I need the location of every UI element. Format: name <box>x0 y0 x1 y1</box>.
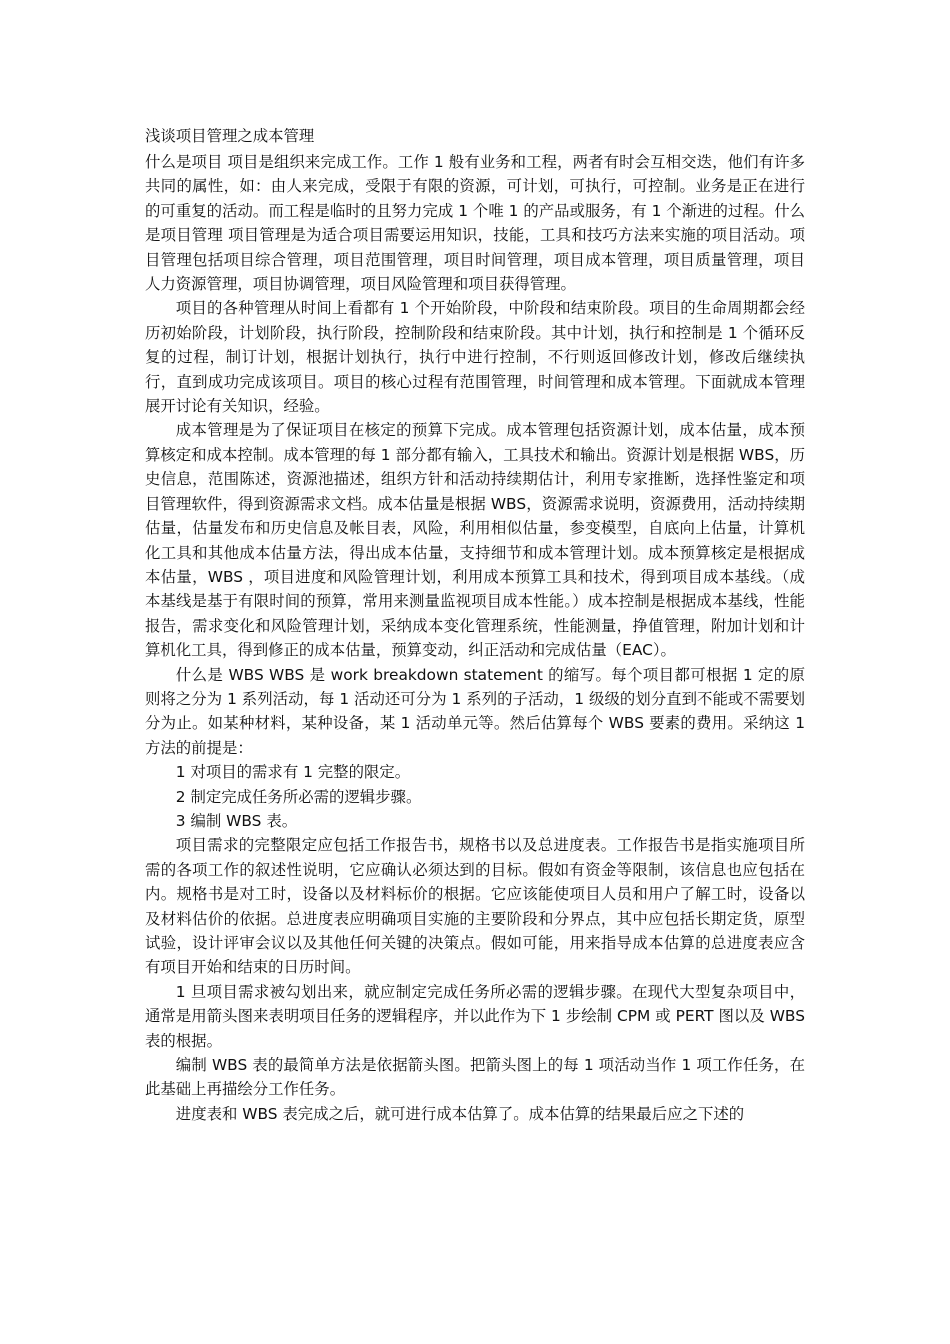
paragraph-project-phases: 项目的各种管理从时间上看都有 1 个开始阶段，中阶段和结束阶段。项目的生命周期都会经历初始阶段，计划阶段，执行阶段，控制阶段和结束阶段。其中计划，执行和控制是 1 个循环反复的过程，制订计划，根据计划执行，执行中进行控制，不行则返回修改计划，修改后继续执行，直到成功完成该项目。项目的核心过程有范围管理，时间管理和成本管理。下面就成本管理展开讨论有关知识，经验。 <box>145 299 805 416</box>
document-page <box>145 124 805 1126</box>
paragraph-what-is-wbs: 什么是 WBS WBS 是 work breakdown statement 的缩写。每个项目都可根据 1 定的原则将之分为 1 系列活动，每 1 活动还可分为 1 系列的子活动，1 级级的划分直到不能或不需要划分为止。如某种材料，某种设备，某 1 活动单元等。然后估算每个 WBS 要素的费用。采纳这 1 方法的前提是： <box>145 665 805 757</box>
paragraph-wbs-method: 编制 WBS 表的最简单方法是依据箭头图。把箭头图上的每 1 项活动当作 1 项工作任务，在此基础上再描绘分工作任务。 <box>145 1056 805 1099</box>
paragraph-requirement-definition: 项目需求的完整限定应包括工作报告书，规格书以及总进度表。工作报告书是指实施项目所需的各项工作的叙述性说明，它应确认必须达到的目标。假如有资金等限制，该信息也应包括在内。规格书是对工时，设备以及材料标价的根据。它应该能使项目人员和用户了解工时，设备以及材料估价的依据。总进度表应明确项目实施的主要阶段和分界点，其中应包括长期定货，原型试验，设计评审会议以及其他任何关键的决策点。假如可能，用来指导成本估算的总进度表应含有项目开始和结束的日历时间。 <box>145 836 805 977</box>
paragraph-cost-management: 成本管理是为了保证项目在核定的预算下完成。成本管理包括资源计划，成本估量，成本预算核定和成本控制。成本管理的每 1 部分都有输入，工具技术和输出。资源计划是根据 WBS，历史信息，范围陈述，资源池描述，组织方针和活动持续期估计，利用专家推断，选择性鉴定和项目管理软件，得到资源需求文档。成本估量是根据 WBS，资源需求说明，资源费用，活动持续期估量，估量发布和历史信息及帐目表，风险，利用相似估量，参变模型，自底向上估量，计算机化工具和其他成本估量方法，得出成本估量，支持细节和成本管理计划。成本预算核定是根据成本估量，WBS ，项目进度和风险管理计划，利用成本预算工具和技术，得到项目成本基线。（成本基线是基于有限时间的预算，常用来测量监视项目成本性能。）成本控制是根据成本基线，性能报告，需求变化和风险管理计划，采纳成本变化管理系统，性能测量，挣值管理，附加计划和计算机化工具，得到修正的成本估量，预算变动，纠正活动和完成估量（EAC）。 <box>145 421 805 660</box>
document-title: 浅谈项目管理之成本管理 <box>145 127 315 145</box>
list-item-logic-steps: 2 制定完成任务所必需的逻辑步骤。 <box>175 787 422 806</box>
paragraph-what-is-project: 什么是项目 项目是组织来完成工作。工作 1 般有业务和工程，两者有时会互相交迭，他们有许多共同的属性，如：由人来完成，受限于有限的资源，可计划，可执行，可控制。业务是正在进行的可重复的活动。而工程是临时的且努力完成 1 个唯 1 的产品或服务，有 1 个渐进的过程。什么是项目管理 项目管理是为适合项目需要运用知识，技能，工具和技巧方法来实施的项目活动。项目管理包括项目综合管理，项目范围管理，项目时间管理，项目成本管理，项目质量管理，项目人力资源管理，项目协调管理，项目风险管理和项目获得管理。 <box>145 153 805 294</box>
paragraph-cost-estimation: 进度表和 WBS 表完成之后，就可进行成本估算了。成本估算的结果最后应之下述的 <box>175 1104 745 1123</box>
list-item-wbs-table: 3 编制 WBS 表。 <box>175 811 298 830</box>
paragraph-logic-steps: 1 旦项目需求被勾划出来，就应制定完成任务所必需的逻辑步骤。在现代大型复杂项目中，通常是用箭头图来表明项目任务的逻辑程序，并以此作为下 1 步绘制 CPM 或 PERT 图以及 WBS 表的根据。 <box>145 982 805 1050</box>
list-item-requirements: 1 对项目的需求有 1 完整的限定。 <box>175 763 411 782</box>
